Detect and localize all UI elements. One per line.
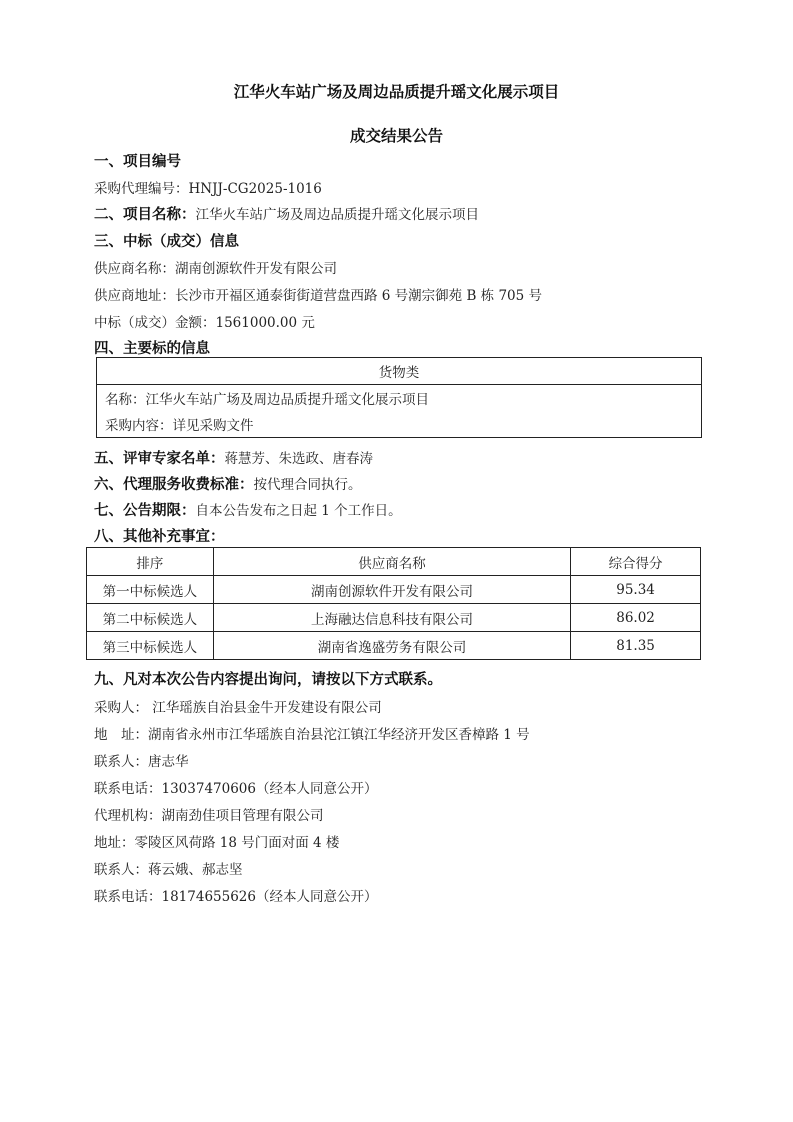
- rank-cell: 第三中标候选人: [87, 632, 214, 660]
- supplier-cell: 湖南省逸盛劳务有限公司: [213, 632, 570, 660]
- notice-period: 自本公告发布之日起 1 个工作日。: [195, 503, 402, 519]
- contact-line: 联系电话：18174655626（经本人同意公开）: [94, 889, 378, 905]
- subject-name: 名称：江华火车站广场及周边品质提升瑶文化展示项目: [97, 385, 702, 412]
- section-8-heading: 八、其他补充事宜：: [94, 529, 225, 545]
- award-amount: 中标（成交）金额：1561000.00 元: [94, 315, 315, 331]
- score-cell: 81.35: [571, 632, 701, 660]
- score-cell: 95.34: [571, 576, 701, 604]
- supplier-cell: 湖南创源软件开发有限公司: [213, 576, 570, 604]
- contact-line: 联系人：蒋云娥、郝志坚: [94, 862, 243, 878]
- contact-line: 联系人：唐志华: [94, 754, 189, 770]
- experts: 蒋慧芳、朱选政、唐春涛: [224, 451, 373, 467]
- section-4-heading: 四、主要标的信息: [94, 341, 210, 357]
- document-title: 江华火车站广场及周边品质提升瑶文化展示项目: [233, 83, 560, 101]
- table-row: [87, 576, 701, 604]
- section-1-heading: 一、项目编号: [94, 154, 181, 170]
- section-6-label: 六、代理服务收费标准：: [94, 477, 254, 493]
- supplier-cell: 上海融达信息科技有限公司: [213, 604, 570, 632]
- section-5-label: 五、评审专家名单：: [94, 451, 225, 467]
- table-row: [87, 632, 701, 660]
- contact-line: 联系电话：13037470606（经本人同意公开）: [94, 781, 378, 797]
- fee-standard: 按代理合同执行。: [253, 477, 362, 493]
- section-2-label: 二、项目名称：: [94, 207, 196, 223]
- supplier-name: 供应商名称：湖南创源软件开发有限公司: [94, 261, 337, 277]
- table-header-row: [87, 548, 701, 576]
- contact-line: 代理机构：湖南劲佳项目管理有限公司: [94, 808, 324, 824]
- section-9-heading: 九、凡对本次公告内容提出询问，请按以下方式联系。: [94, 672, 442, 688]
- contact-line: 地址：零陵区风荷路 18 号门面对面 4 楼: [94, 835, 340, 851]
- subject-table-header: 货物类: [97, 358, 702, 385]
- column-header: 供应商名称: [213, 548, 570, 576]
- subject-content: 采购内容：详见采购文件: [97, 411, 702, 438]
- rank-cell: 第二中标候选人: [87, 604, 214, 632]
- document-subtitle: 成交结果公告: [349, 127, 443, 145]
- subject-table: [96, 357, 702, 438]
- candidates-table: [86, 547, 701, 660]
- score-cell: 86.02: [571, 604, 701, 632]
- column-header: 排序: [87, 548, 214, 576]
- column-header: 综合得分: [571, 548, 701, 576]
- agency-number: 采购代理编号：HNJJ-CG2025-1016: [94, 181, 322, 197]
- rank-cell: 第一中标候选人: [87, 576, 214, 604]
- section-7-label: 七、公告期限：: [94, 503, 196, 519]
- contact-line: 采购人： 江华瑶族自治县金牛开发建设有限公司: [94, 700, 382, 716]
- section-7: [94, 499, 402, 520]
- supplier-address: 供应商地址：长沙市开福区通泰街街道营盘西路 6 号潮宗御苑 B 栋 705 号: [94, 288, 543, 304]
- project-name: 江华火车站广场及周边品质提升瑶文化展示项目: [195, 207, 479, 223]
- section-5: [94, 447, 373, 468]
- table-row: [87, 604, 701, 632]
- section-2: [94, 203, 479, 224]
- contact-line: 地 址：湖南省永州市江华瑶族自治县沱江镇江华经济开发区香樟路 1 号: [94, 727, 530, 743]
- section-3-heading: 三、中标（成交）信息: [94, 234, 239, 250]
- section-6: [94, 473, 362, 494]
